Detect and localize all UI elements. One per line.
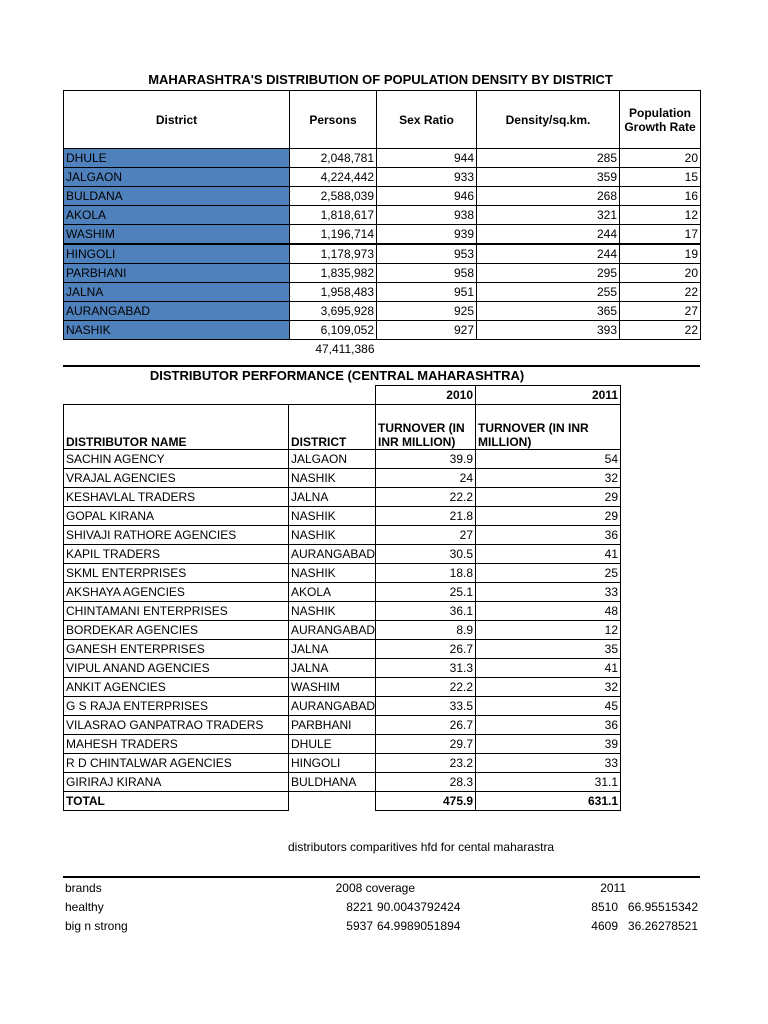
density-cell[interactable]: 268 xyxy=(477,187,620,206)
sex-ratio-cell[interactable]: 944 xyxy=(377,149,477,168)
population-table-title: MAHARASHTRA'S DISTRIBUTION OF POPULATION DENSITY BY DISTRICT xyxy=(148,72,613,87)
distributor-district-cell[interactable]: PARBHANI xyxy=(289,716,376,735)
brand-2011-coverage-cell[interactable]: 66.95515342 xyxy=(627,900,698,914)
brand-row xyxy=(63,917,700,936)
density-cell[interactable]: 244 xyxy=(477,225,620,245)
turnover-2011-cell[interactable]: 33 xyxy=(476,754,621,773)
distributor-row xyxy=(64,773,621,792)
turnover-2011-cell[interactable]: 25 xyxy=(476,564,621,583)
turnover-2011-cell[interactable]: 29 xyxy=(476,507,621,526)
turnover-2010-cell[interactable]: 30.5 xyxy=(376,545,476,564)
sex-ratio-cell[interactable]: 938 xyxy=(377,206,477,225)
turnover-2011-cell[interactable]: 32 xyxy=(476,469,621,488)
distributor-name-cell[interactable]: SACHIN AGENCY xyxy=(64,450,289,469)
district-cell[interactable]: HINGOLI xyxy=(64,244,290,264)
population-row xyxy=(64,168,701,187)
distributor-row xyxy=(64,659,621,678)
header-persons[interactable]: Persons xyxy=(290,91,377,149)
brand-2008-coverage-cell[interactable]: 90.0043792424 xyxy=(377,900,461,914)
persons-cell[interactable]: 1,958,483 xyxy=(290,283,377,302)
distributor-district-cell[interactable]: AURANGABAD xyxy=(289,697,376,716)
population-row xyxy=(64,283,701,302)
distributor-row xyxy=(64,735,621,754)
distributor-name-cell[interactable]: MAHESH TRADERS xyxy=(64,735,289,754)
distributor-name-cell[interactable]: CHINTAMANI ENTERPRISES xyxy=(64,602,289,621)
total-label[interactable]: TOTAL xyxy=(64,792,289,811)
population-row xyxy=(64,206,701,225)
population-total-row xyxy=(64,340,701,359)
distributor-name-cell[interactable]: SKML ENTERPRISES xyxy=(64,564,289,583)
population-header-row xyxy=(64,91,701,149)
density-cell[interactable]: 393 xyxy=(477,321,620,340)
turnover-2010-cell[interactable]: 27 xyxy=(376,526,476,545)
persons-cell[interactable]: 4,224,442 xyxy=(290,168,377,187)
turnover-2011-cell[interactable]: 29 xyxy=(476,488,621,507)
year-2010-label[interactable]: 2010 xyxy=(376,386,476,405)
district-cell[interactable]: DHULE xyxy=(64,149,290,168)
distributor-name-cell[interactable]: G S RAJA ENTERPRISES xyxy=(64,697,289,716)
turnover-2011-cell[interactable]: 48 xyxy=(476,602,621,621)
header-density[interactable]: Density/sq.km. xyxy=(477,91,620,149)
growth-rate-cell[interactable]: 20 xyxy=(620,149,701,168)
divider xyxy=(63,365,700,367)
distributor-district-cell[interactable]: NASHIK xyxy=(289,469,376,488)
distributor-district-cell[interactable]: JALNA xyxy=(289,488,376,507)
distributor-row xyxy=(64,526,621,545)
distributor-row xyxy=(64,716,621,735)
distributor-table-title: DISTRIBUTOR PERFORMANCE (CENTRAL MAHARASHTRA) xyxy=(149,368,525,383)
brand-name-cell[interactable]: big n strong xyxy=(65,919,128,933)
distributor-row xyxy=(64,678,621,697)
distributor-district-cell[interactable]: AKOLA xyxy=(289,583,376,602)
distributor-district-cell[interactable]: JALNA xyxy=(289,659,376,678)
turnover-2010-cell[interactable]: 33.5 xyxy=(376,697,476,716)
distributor-name-cell[interactable]: KAPIL TRADERS xyxy=(64,545,289,564)
distributor-name-cell[interactable]: VIPUL ANAND AGENCIES xyxy=(64,659,289,678)
district-cell[interactable]: WASHIM xyxy=(64,225,290,245)
year-row xyxy=(64,386,621,405)
brand-name-cell[interactable]: healthy xyxy=(65,900,104,914)
sex-ratio-cell[interactable]: 925 xyxy=(377,302,477,321)
distributor-row xyxy=(64,754,621,773)
distributor-district-cell[interactable]: JALGAON xyxy=(289,450,376,469)
persons-cell[interactable]: 1,196,714 xyxy=(290,225,377,245)
distributor-name-cell[interactable]: GOPAL KIRANA xyxy=(64,507,289,526)
brand-2008-value-cell[interactable]: 8221 xyxy=(346,900,373,914)
brands-header-row xyxy=(63,879,700,898)
turnover-2011-cell[interactable]: 39 xyxy=(476,735,621,754)
distributor-district-cell[interactable]: DHULE xyxy=(289,735,376,754)
distributor-name-cell[interactable]: BORDEKAR AGENCIES xyxy=(64,621,289,640)
turnover-2010-cell[interactable]: 24 xyxy=(376,469,476,488)
persons-cell[interactable]: 1,818,617 xyxy=(290,206,377,225)
distributor-district-cell[interactable]: AURANGABAD xyxy=(289,621,376,640)
growth-rate-cell[interactable]: 12 xyxy=(620,206,701,225)
turnover-2011-cell[interactable]: 33 xyxy=(476,583,621,602)
density-cell[interactable]: 359 xyxy=(477,168,620,187)
distributor-district-cell[interactable]: NASHIK xyxy=(289,507,376,526)
header-2008-coverage-label: 2008 coverage xyxy=(335,881,415,895)
district-cell[interactable]: AKOLA xyxy=(64,206,290,225)
distributor-row xyxy=(64,545,621,564)
persons-cell[interactable]: 1,178,973 xyxy=(290,244,377,264)
header-district[interactable]: District xyxy=(64,91,290,149)
header-brands[interactable]: brands xyxy=(65,881,102,895)
turnover-2010-cell[interactable]: 26.7 xyxy=(376,716,476,735)
district-cell[interactable]: JALGAON xyxy=(64,168,290,187)
density-cell[interactable]: 321 xyxy=(477,206,620,225)
district-cell[interactable]: AURANGABAD xyxy=(64,302,290,321)
growth-rate-cell[interactable]: 20 xyxy=(620,264,701,283)
density-cell[interactable]: 285 xyxy=(477,149,620,168)
distributor-district-cell[interactable]: NASHIK xyxy=(289,564,376,583)
distributor-row xyxy=(64,450,621,469)
density-cell[interactable]: 244 xyxy=(477,244,620,264)
header-distributor-name[interactable]: DISTRIBUTOR NAME xyxy=(64,405,289,450)
persons-cell[interactable]: 3,695,928 xyxy=(290,302,377,321)
turnover-2011-cell[interactable]: 31.1 xyxy=(476,773,621,792)
turnover-2010-cell[interactable]: 25.1 xyxy=(376,583,476,602)
brand-2008-value-cell[interactable]: 5937 xyxy=(346,919,373,933)
header-sex-ratio[interactable]: Sex Ratio xyxy=(377,91,477,149)
distributor-row xyxy=(64,602,621,621)
distributor-name-cell[interactable]: SHIVAJI RATHORE AGENCIES xyxy=(64,526,289,545)
sex-ratio-cell[interactable]: 951 xyxy=(377,283,477,302)
persons-cell[interactable]: 6,109,052 xyxy=(290,321,377,340)
turnover-2010-cell[interactable]: 22.2 xyxy=(376,678,476,697)
brand-2011-value-cell[interactable]: 8510 xyxy=(591,900,618,914)
distributor-row xyxy=(64,488,621,507)
population-row xyxy=(64,321,701,340)
turnover-2011-cell[interactable]: 36 xyxy=(476,526,621,545)
turnover-2011-cell[interactable]: 32 xyxy=(476,678,621,697)
divider xyxy=(63,876,700,878)
distributor-district-cell[interactable]: NASHIK xyxy=(289,602,376,621)
brand-2011-value-cell[interactable]: 4609 xyxy=(591,919,618,933)
distributor-row xyxy=(64,469,621,488)
brands-table-title: distributors comparitives hfd for cental maharastra xyxy=(288,840,555,854)
turnover-2011-cell[interactable]: 36 xyxy=(476,716,621,735)
turnover-2010-cell[interactable]: 23.2 xyxy=(376,754,476,773)
brands-table xyxy=(63,879,700,936)
turnover-2011-cell[interactable]: 45 xyxy=(476,697,621,716)
turnover-2010-cell[interactable]: 31.3 xyxy=(376,659,476,678)
turnover-2010-cell[interactable]: 18.8 xyxy=(376,564,476,583)
distributor-name-cell[interactable]: GANESH ENTERPRISES xyxy=(64,640,289,659)
population-row xyxy=(64,149,701,168)
distributor-row xyxy=(64,583,621,602)
density-cell[interactable]: 295 xyxy=(477,264,620,283)
turnover-2010-cell[interactable]: 22.2 xyxy=(376,488,476,507)
header-turnover-2010[interactable]: TURNOVER (IN INR MILLION) xyxy=(376,405,476,450)
brand-row xyxy=(63,898,700,917)
sex-ratio-cell[interactable]: 933 xyxy=(377,168,477,187)
population-row xyxy=(64,187,701,206)
turnover-2011-cell[interactable]: 54 xyxy=(476,450,621,469)
district-cell[interactable]: PARBHANI xyxy=(64,264,290,283)
turnover-2010-cell[interactable]: 39.9 xyxy=(376,450,476,469)
brand-2008-coverage-cell[interactable]: 64.9989051894 xyxy=(377,919,461,933)
distributor-name-cell[interactable]: AKSHAYA AGENCIES xyxy=(64,583,289,602)
sex-ratio-cell[interactable]: 939 xyxy=(377,225,477,245)
distributor-row xyxy=(64,564,621,583)
sex-ratio-cell[interactable]: 927 xyxy=(377,321,477,340)
sex-ratio-cell[interactable]: 953 xyxy=(377,244,477,264)
turnover-2010-cell[interactable]: 8.9 xyxy=(376,621,476,640)
total-2011[interactable]: 631.1 xyxy=(476,792,621,811)
header-turnover-2011[interactable]: TURNOVER (IN INR MILLION) xyxy=(476,405,621,450)
distributor-row xyxy=(64,507,621,526)
distributor-table xyxy=(63,385,621,811)
sex-ratio-cell[interactable]: 958 xyxy=(377,264,477,283)
population-table xyxy=(63,90,701,358)
distributor-row xyxy=(64,697,621,716)
district-cell[interactable]: JALNA xyxy=(64,283,290,302)
distributor-district-cell[interactable]: AURANGABAD xyxy=(289,545,376,564)
sex-ratio-cell[interactable]: 946 xyxy=(377,187,477,206)
persons-cell[interactable]: 2,588,039 xyxy=(290,187,377,206)
header-2008-coverage[interactable] xyxy=(288,879,415,898)
distributor-row xyxy=(64,640,621,659)
distributor-total-row xyxy=(64,792,621,811)
distributor-district-cell[interactable]: HINGOLI xyxy=(289,754,376,773)
header-2011[interactable] xyxy=(475,879,626,898)
distributor-name-cell[interactable]: GIRIRAJ KIRANA xyxy=(64,773,289,792)
district-cell[interactable]: NASHIK xyxy=(64,321,290,340)
distributor-district-cell[interactable]: WASHIM xyxy=(289,678,376,697)
header-distributor-district[interactable]: DISTRICT xyxy=(289,405,376,450)
distributor-name-cell[interactable]: ANKIT AGENCIES xyxy=(64,678,289,697)
density-cell[interactable]: 255 xyxy=(477,283,620,302)
distributor-district-cell[interactable]: BULDHANA xyxy=(289,773,376,792)
density-cell[interactable]: 365 xyxy=(477,302,620,321)
population-row xyxy=(64,244,701,264)
header-growth-rate[interactable]: Population Growth Rate xyxy=(620,91,701,149)
population-row xyxy=(64,264,701,283)
population-row xyxy=(64,225,701,245)
turnover-2010-cell[interactable]: 28.3 xyxy=(376,773,476,792)
population-row xyxy=(64,302,701,321)
distributor-district-cell[interactable]: NASHIK xyxy=(289,526,376,545)
total-2010[interactable]: 475.9 xyxy=(376,792,476,811)
distributor-row xyxy=(64,621,621,640)
distributor-name-cell[interactable]: VILASRAO GANPATRAO TRADERS xyxy=(64,716,289,735)
growth-rate-cell[interactable]: 15 xyxy=(620,168,701,187)
population-total-persons[interactable]: 47,411,386 xyxy=(315,341,375,356)
growth-rate-cell[interactable]: 17 xyxy=(620,225,701,245)
turnover-2011-cell[interactable]: 41 xyxy=(476,545,621,564)
year-2011-label[interactable]: 2011 xyxy=(476,386,621,405)
growth-rate-cell[interactable]: 16 xyxy=(620,187,701,206)
distributor-district-cell[interactable]: JALNA xyxy=(289,640,376,659)
turnover-2010-cell[interactable]: 36.1 xyxy=(376,602,476,621)
turnover-2010-cell[interactable]: 26.7 xyxy=(376,640,476,659)
turnover-2011-cell[interactable]: 12 xyxy=(476,621,621,640)
distributor-header-row xyxy=(64,405,621,450)
growth-rate-cell[interactable]: 19 xyxy=(620,244,701,264)
turnover-2010-cell[interactable]: 21.8 xyxy=(376,507,476,526)
growth-rate-cell[interactable]: 22 xyxy=(620,321,701,340)
district-cell[interactable]: BULDANA xyxy=(64,187,290,206)
growth-rate-cell[interactable]: 22 xyxy=(620,283,701,302)
persons-cell[interactable]: 2,048,781 xyxy=(290,149,377,168)
growth-rate-cell[interactable]: 27 xyxy=(620,302,701,321)
distributor-name-cell[interactable]: KESHAVLAL TRADERS xyxy=(64,488,289,507)
turnover-2011-cell[interactable]: 41 xyxy=(476,659,621,678)
brand-2011-coverage-cell[interactable]: 36.26278521 xyxy=(627,919,698,933)
turnover-2010-cell[interactable]: 29.7 xyxy=(376,735,476,754)
header-2011-label: 2011 xyxy=(600,881,626,895)
persons-cell[interactable]: 1,835,982 xyxy=(290,264,377,283)
distributor-name-cell[interactable]: VRAJAL AGENCIES xyxy=(64,469,289,488)
distributor-name-cell[interactable]: R D CHINTALWAR AGENCIES xyxy=(64,754,289,773)
turnover-2011-cell[interactable]: 35 xyxy=(476,640,621,659)
